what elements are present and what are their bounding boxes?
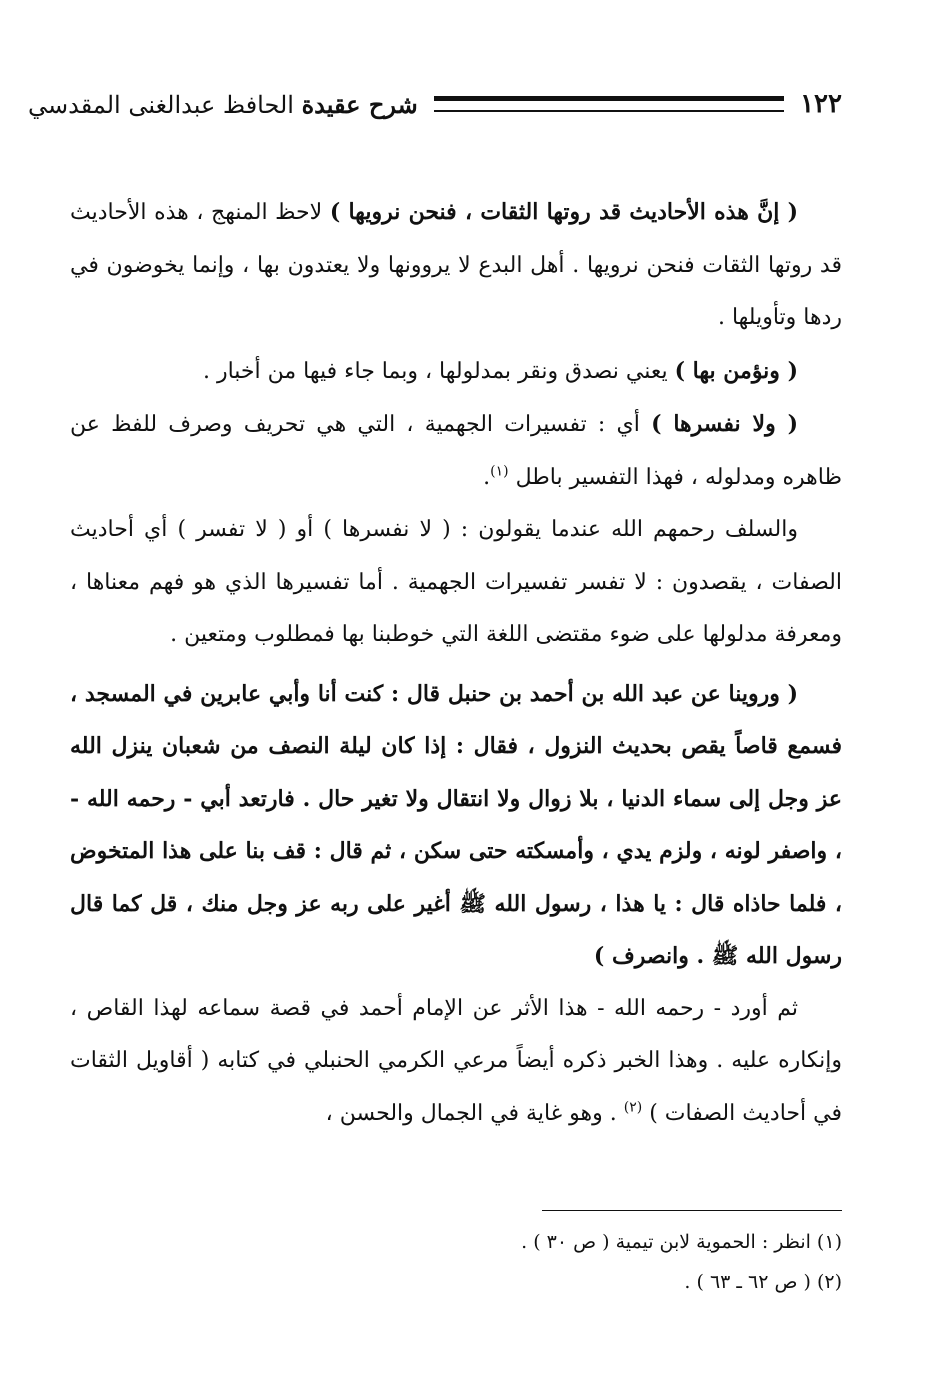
paragraph-1	[70, 186, 842, 345]
footnotes	[70, 1222, 842, 1302]
commentary-text: لاحظ المنهج ، هذه الأحاديث قد روتها الثقات فنحن نرويها . أهل البدع لا يروونها ولا يعتدون بها ، وإنما يخوضون في ردها وتأويلها .	[70, 200, 842, 330]
quote-text: ( إنَّ هذه الأحاديث قد روتها الثقات ، فنحن نرويها )	[329, 199, 799, 225]
book-title	[28, 90, 418, 119]
footnote-separator	[542, 1210, 842, 1211]
header-rule	[434, 96, 784, 112]
paragraph-6	[70, 983, 842, 1141]
footnote-ref-2[interactable]: (٢)	[623, 1099, 643, 1116]
paragraph-4: والسلف رحمهم الله عندما يقولون : ( لا نفسرها ) أو ( لا تفسر ) أي أحاديث الصفات ، يقصدون : لا تفسر تفسيرات الجهمية . أما تفسيرها الذي هو فهم معناها ، ومعرفة مدلولها على ضوء مقتضى اللغة التي خوطبنا بها فمطلوب ومتعين .	[70, 517, 842, 647]
footnote-2: (٢) ( ص ٦٢ ـ ٦٣ ) .	[684, 1271, 842, 1293]
paragraph-2	[70, 345, 842, 399]
book-title-bold: شرح عقيدة	[301, 89, 418, 119]
page-header	[28, 84, 842, 124]
footnote-1: (١) انظر : الحموية لابن تيمية ( ص ٣٠ ) .	[521, 1231, 842, 1253]
page-body	[70, 186, 842, 1140]
paragraph-5-quote: ( وروينا عن عبد الله بن أحمد بن حنبل قال : كنت أنا وأبي عابرين في المسجد ، فسمع قاصاً يقص بحديث النزول ، فقال : إذا كان ليلة النصف من شعبان ينزل الله عز وجل إلى سماء الدنيا ، بلا زوال ولا انتقال ولا تغير حال . فارتعد أبي - رحمه الله - ، واصفر لونه ، ولزم يدي ، وأمسكته حتى سكن ، ثم قال : قف بنا على هذا المتخوض ، فلما حاذاه قال : يا هذا ، رسول الله ﷺ أغير على ربه عز وجل منك ، قل كما قال رسول الله ﷺ . وانصرف )	[70, 680, 842, 969]
footnote-ref-1[interactable]: (١)	[490, 463, 509, 480]
commentary-text: . وهو غاية في الجمال والحسن ،	[325, 1100, 617, 1126]
quote-text: ( ونؤمن بها )	[674, 357, 798, 384]
page-number: ١٢٢	[800, 89, 842, 119]
commentary-text: أي : تفسيرات الجهمية ، التي هي تحريف وصرف للفظ عن ظاهره ومدلوله ، فهذا التفسير باطل	[70, 412, 842, 490]
quote-text: ( ولا نفسرها )	[651, 411, 798, 437]
sentence-end: .	[483, 464, 491, 490]
book-title-rest: الحافظ عبدالغنى المقدسي	[28, 90, 294, 119]
commentary-text: يعني نصدق ونقر بمدلولها ، وبما جاء فيها من أخبار .	[202, 358, 668, 384]
paragraph-3	[70, 398, 842, 504]
commentary-text: ثم أورد - رحمه الله - هذا الأثر عن الإمام أحمد في قصة سماعه لهذا القاص ، وإنكاره عليه . وهذا الخبر ذكره أيضاً مرعي الكرمي الحنبلي في كتابه ( أقاويل الثقات في أحاديث الصفات )	[70, 995, 842, 1126]
